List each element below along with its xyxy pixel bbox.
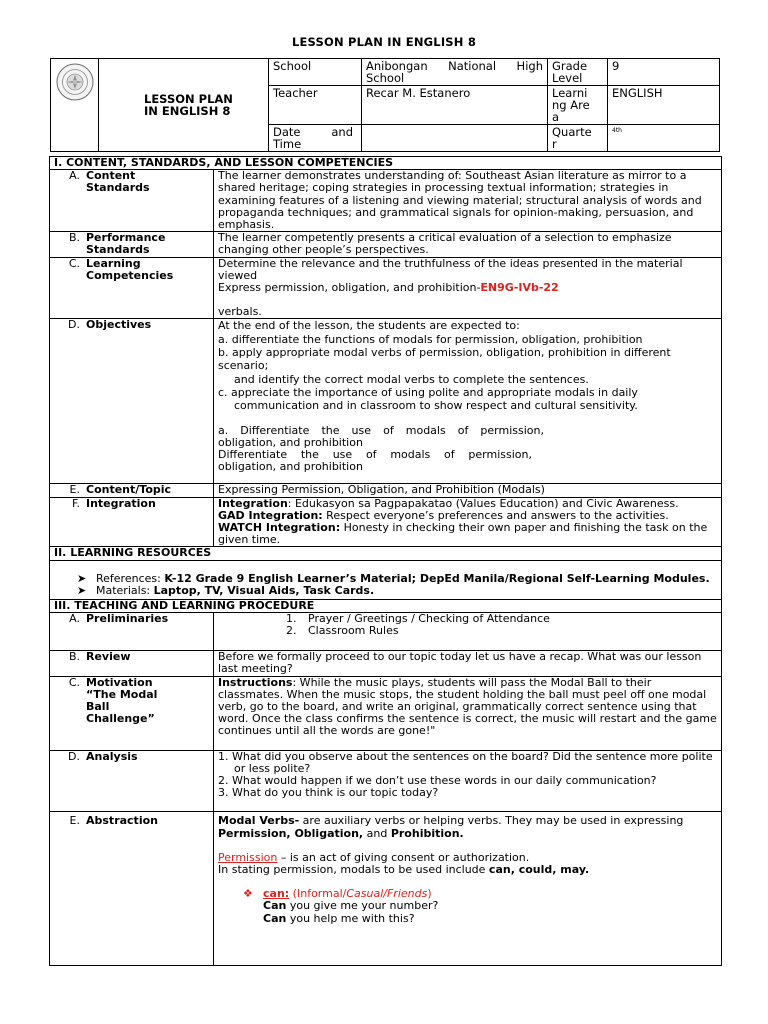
plan-title-line1: LESSON PLAN bbox=[144, 92, 233, 106]
competency-line2 bbox=[218, 282, 717, 294]
example-modal: Can bbox=[263, 899, 287, 913]
logo-cell bbox=[51, 59, 99, 152]
abstraction-text bbox=[214, 812, 722, 965]
preliminaries-item-text: Classroom Rules bbox=[308, 624, 399, 638]
motivation-sub3: Challenge” bbox=[86, 712, 155, 726]
section2-heading: II. LEARNING RESOURCES bbox=[50, 547, 722, 560]
can-note-2: Casual/Friends bbox=[346, 887, 428, 901]
date-value bbox=[362, 125, 548, 152]
can-note-1: (Informal/ bbox=[289, 887, 347, 901]
objective-b2: and identify the correct modal verbs to complete the sentences. bbox=[234, 372, 589, 386]
area-value: ENGLISH bbox=[608, 86, 720, 125]
area-label bbox=[548, 86, 608, 125]
motivation-instr-text: : While the music plays, students will pass the Modal Ball to their classmates. When the music stops, the student holding the ball must peel off one modal verb, go to the board, and write an original, grammatically correct sentence using that word. Once the class confirms the sentence is correct, the music will restart and the game continues until all the words are gone!" bbox=[218, 675, 717, 738]
can-example-2 bbox=[218, 913, 717, 925]
can-note-3: ) bbox=[427, 887, 432, 901]
analysis-q1: 1. What did you observe about the sentences on the board? Did the sentence more polite bbox=[218, 749, 713, 763]
motivation-sub2: Ball bbox=[86, 699, 110, 713]
competencies-text bbox=[214, 257, 722, 319]
row-label: Content Standards bbox=[86, 169, 150, 195]
references-text: K-12 Grade 9 English Learner’s Material; DepEd Manila/Regional Self-Learning Modules. bbox=[164, 571, 710, 585]
content-standards-text: The learner demonstrates understanding of: Southeast Asian literature as mirror to a shared heritage; coping strategies in processing textual information; strategies in examining features of a listening and viewing material; structural analysis of words and propaganda techniques; and grammatical signals for opinion-making, persuasion, and emphasis. bbox=[214, 170, 722, 232]
analysis-q1b: or less polite? bbox=[234, 761, 311, 775]
arrow-bullet-icon: ➤ bbox=[77, 571, 87, 585]
row-label: Abstraction bbox=[86, 814, 158, 828]
grade-label: Grade Level bbox=[548, 59, 608, 86]
motivation-sub1: “The Modal bbox=[86, 687, 158, 701]
plan-title-line2: IN ENGLISH 8 bbox=[144, 104, 231, 118]
row-letter: D. bbox=[68, 318, 80, 332]
row-letter: C. bbox=[68, 675, 80, 689]
deped-seal-icon bbox=[56, 63, 94, 101]
review-text: Before we formally proceed to our topic today let us have a recap. What was our lesson last meeting? bbox=[214, 651, 722, 676]
row-label: Performance Standards bbox=[86, 231, 166, 257]
section1-heading: I. CONTENT, STANDARDS, AND LESSON COMPETENCIES bbox=[50, 157, 722, 170]
integration-gad-label: GAD Integration: bbox=[218, 508, 323, 522]
integration-watch-label: WATCH Integration: bbox=[218, 520, 341, 534]
example-modal: Can bbox=[263, 911, 287, 925]
modal-verbs-label: Modal Verbs- bbox=[218, 814, 300, 828]
objective-a: a. differentiate the functions of modals for permission, obligation, prohibition bbox=[218, 332, 643, 346]
row-letter: E. bbox=[69, 483, 80, 497]
preliminaries-label bbox=[50, 613, 214, 651]
example-text: you help me with this? bbox=[286, 911, 415, 925]
row-letter: E. bbox=[69, 814, 80, 828]
integration-values-label: Integration bbox=[218, 496, 288, 510]
modal-verbs-and: and bbox=[363, 826, 391, 840]
competencies-label bbox=[50, 257, 214, 319]
preliminaries-item-1: 1. Prayer / Greetings / Checking of Attendance bbox=[286, 612, 550, 626]
integration-gad-text: Respect everyone’s preferences and answers to the activities. bbox=[322, 508, 669, 522]
modal-verbs-def bbox=[218, 815, 717, 839]
analysis-q3: 3. What do you think is our topic today? bbox=[218, 786, 439, 800]
objective-extra1: a. Differentiate the use of modals of permission, bbox=[218, 423, 544, 437]
row-label: Content/Topic bbox=[86, 483, 172, 497]
review-label bbox=[50, 651, 214, 676]
permission-word: Permission bbox=[218, 850, 278, 864]
integration-watch bbox=[218, 522, 717, 546]
analysis-label bbox=[50, 750, 214, 812]
motivation-label bbox=[50, 676, 214, 750]
row-label: Review bbox=[86, 650, 131, 664]
modal-verbs-b1: Permission, Obligation, bbox=[218, 826, 364, 840]
row-letter: C. bbox=[68, 256, 80, 270]
objectives-label bbox=[50, 319, 214, 484]
modal-verbs-b2: Prohibition. bbox=[390, 826, 464, 840]
area-label-text: Learning Area bbox=[552, 86, 590, 124]
analysis-text bbox=[214, 750, 722, 812]
objective-b: b. apply appropriate modal verbs of permission, obligation, prohibition in different scenario; bbox=[218, 346, 671, 373]
objective-c2: communication and in classroom to show respect and cultural sensitivity. bbox=[234, 399, 638, 413]
document-title: LESSON PLAN IN ENGLISH 8 bbox=[291, 35, 477, 49]
date-label-text: Date and Time bbox=[273, 125, 353, 151]
motivation-text bbox=[214, 676, 722, 750]
motivation-title: Motivation bbox=[86, 675, 153, 689]
diamond-bullet-icon: ❖ bbox=[243, 887, 253, 901]
objective-extra4: obligation, and prohibition bbox=[218, 460, 363, 474]
plan-title-cell bbox=[99, 59, 269, 152]
materials-item bbox=[54, 585, 717, 597]
header-table bbox=[50, 58, 720, 152]
integration-watch-text: Honesty in checking their own paper and finishing the task on the given time. bbox=[218, 520, 708, 547]
school-value-text: Anibongan National High School bbox=[366, 59, 543, 85]
objective-extra2: obligation, and prohibition bbox=[218, 435, 363, 449]
permission-text: – is an act of giving consent or authorization. bbox=[277, 850, 530, 864]
quarter-label bbox=[548, 125, 608, 152]
arrow-bullet-icon: ➤ bbox=[77, 583, 87, 597]
teacher-label: Teacher bbox=[269, 86, 362, 125]
row-letter: F. bbox=[71, 496, 80, 510]
row-letter: B. bbox=[68, 650, 80, 664]
date-label bbox=[269, 125, 362, 152]
row-label: Learning Competencies bbox=[86, 256, 174, 282]
school-label: School bbox=[269, 59, 362, 86]
quarter-value-text: 4th bbox=[612, 127, 622, 134]
resources-cell bbox=[50, 560, 722, 599]
row-label: Preliminaries bbox=[86, 612, 169, 626]
lesson-table bbox=[49, 156, 722, 966]
competency-line3: verbals. bbox=[218, 305, 262, 319]
content-standards-label bbox=[50, 170, 214, 232]
row-letter: B. bbox=[68, 231, 80, 245]
grade-value: 9 bbox=[608, 59, 720, 86]
preliminaries-item-2: 2. Classroom Rules bbox=[286, 624, 399, 638]
topic-text: Expressing Permission, Obligation, and Prohibition (Modals) bbox=[214, 484, 722, 497]
row-letter: A. bbox=[69, 169, 80, 183]
row-letter: A. bbox=[69, 612, 80, 626]
row-label: Analysis bbox=[86, 749, 138, 763]
objectives-text bbox=[214, 319, 722, 484]
abstraction-label bbox=[50, 812, 214, 965]
competency-line1: Determine the relevance and the truthfulness of the ideas presented in the material viewed bbox=[218, 256, 683, 282]
competency-code: EN9G-IVb-22 bbox=[480, 281, 559, 295]
motivation-instr-label: Instructions bbox=[218, 675, 293, 689]
modal-verbs-text: are auxiliary verbs or helping verbs. They may be used in expressing bbox=[299, 814, 684, 828]
objectives-intro: At the end of the lesson, the students are expected to: bbox=[218, 319, 520, 333]
section3-heading: III. TEACHING AND LEARNING PROCEDURE bbox=[50, 599, 722, 612]
teacher-value: Recar M. Estanero bbox=[362, 86, 548, 125]
materials-text: Laptop, TV, Visual Aids, Task Cards. bbox=[153, 583, 375, 597]
preliminaries-item-text: Prayer / Greetings / Checking of Attendance bbox=[308, 612, 550, 626]
row-label bbox=[86, 677, 198, 726]
row-letter: D. bbox=[68, 749, 80, 763]
competency-text: Express permission, obligation, and prohibition- bbox=[218, 281, 481, 295]
row-label: Objectives bbox=[86, 318, 152, 332]
analysis-q2: 2. What would happen if we don’t use these words in our daily communication? bbox=[218, 773, 657, 787]
row-label: Integration bbox=[86, 496, 156, 510]
example-text: you give me your number? bbox=[286, 899, 439, 913]
preliminaries-text bbox=[214, 613, 722, 651]
performance-standards-text: The learner competently presents a critical evaluation of a selection to emphasize changing other people’s perspectives. bbox=[214, 232, 722, 257]
materials-prefix: Materials: bbox=[96, 583, 154, 597]
can-label: can: bbox=[263, 887, 290, 901]
stating-modals: can, could, may. bbox=[488, 863, 590, 876]
stating-text: In stating permission, modals to be used include bbox=[218, 863, 489, 876]
topic-label bbox=[50, 484, 214, 497]
school-value bbox=[362, 59, 548, 86]
performance-standards-label bbox=[50, 232, 214, 257]
integration-label bbox=[50, 497, 214, 547]
integration-text bbox=[214, 497, 722, 547]
integration-values-text: : Edukasyon sa Pagpapakatao (Values Education) and Civic Awareness. bbox=[287, 496, 679, 510]
quarter-label-text: Quarter bbox=[552, 125, 592, 151]
stating-permission bbox=[218, 864, 717, 876]
quarter-value bbox=[608, 125, 720, 152]
objective-c: c. appreciate the importance of using polite and appropriate modals in daily bbox=[218, 385, 638, 399]
references-prefix: References: bbox=[96, 571, 165, 585]
objective-extra3: Differentiate the use of modals of permission, bbox=[218, 447, 532, 461]
